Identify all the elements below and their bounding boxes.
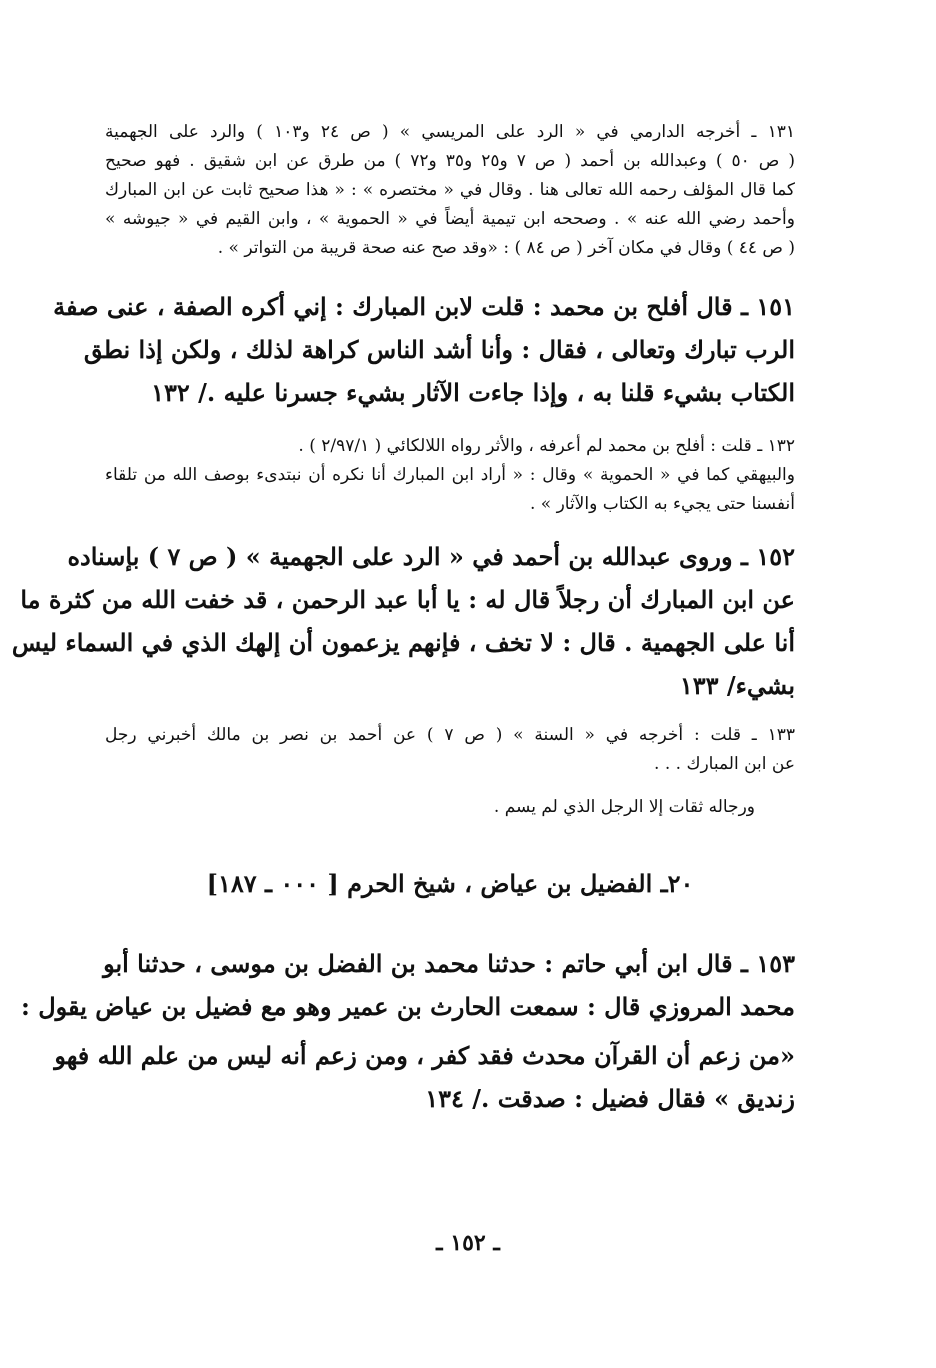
footnote-line: عن ابن المبارك . . . — [654, 754, 795, 774]
paragraph-line: الكتاب بشيء قلنا به ، وإذا جاءت الآثار بشيء جسرنا عليه ./ ١٣٢ — [151, 378, 795, 407]
paragraph-line: عن ابن المبارك أن رجلاً قال له : يا أبا عبد الرحمن ، قد خفت الله من كثرة ما — [20, 585, 795, 614]
footnote-line: ١٣٣ ـ قلت : أخرجه في « السنة » ( ص ٧ ) عن أحمد بن نصر بن مالك أخبرني رجل — [105, 725, 795, 745]
paragraph-153 — [21, 942, 795, 1028]
footnote-line: والبيهقي كما في « الحموية » وقال : « أراد ابن المبارك أنا نكره أن نبتدىء بوصف الله من تلقاء — [105, 465, 795, 485]
footnote-line: وأحمد رضي الله عنه » . وصححه ابن تيمية أيضاً في « الحموية » ، وابن القيم في « جيوشه » — [105, 209, 795, 229]
paragraph-152 — [11, 535, 795, 707]
paragraph-line: بشيء/ ١٣٣ — [679, 671, 795, 700]
paragraph-line: ١٥١ ـ قال أفلح بن محمد : قلت لابن المبارك : إني أكره الصفة ، عنى صفة — [53, 292, 795, 321]
paragraph-line: محمد المروزي قال : سمعت الحارث بن عمير وهو مع فضيل بن عياض يقول : — [21, 992, 795, 1021]
page-body — [11, 118, 795, 1120]
footnote-line: ( ص ٤٤ ) وقال في مكان آخر ( ص ٨٤ ) : «وقد صح عنه صحة قريبة من التواتر » . — [217, 238, 795, 258]
footnote-131 — [105, 118, 795, 263]
paragraph-151 — [53, 285, 795, 414]
section-heading: ٢٠ـ الفضيل بن عياض ، شيخ الحرم [ ٠٠٠ ـ ١٨٧] — [206, 869, 694, 898]
footnote-line: ورجاله ثقات إلا الرجل الذي لم يسم . — [493, 797, 755, 817]
quote-153 — [54, 1034, 795, 1120]
footnote-133 — [105, 721, 795, 779]
footnote-133-note — [105, 793, 795, 822]
footnote-132 — [105, 432, 795, 519]
paragraph-line: ١٥٢ ـ وروى عبدالله بن أحمد في « الرد على الجهمية » ( ص ٧ ) بإسناده — [67, 542, 795, 571]
quote-line: زنديق » فقال فضيل : صدقت ./ ١٣٤ — [425, 1084, 795, 1113]
footnote-line: ١٣٢ ـ قلت : أفلح بن محمد لم أعرفه ، والأثر رواه اللالكائي ( ٢/٩٧/١ ) . — [298, 436, 795, 456]
footnote-line: ( ص ٥٠ ) وعبدالله بن أحمد ( ص ٧ و٢٥ و٣٥ و٧٢ ) من طرق عن ابن شقيق . فهو صحيح — [105, 151, 795, 171]
page-number: ـ ١٥٢ ـ — [436, 1230, 500, 1256]
paragraph-line: الرب تبارك وتعالى ، فقال : وأنا أشد الناس كراهة لذلك ، ولكن إذا نطق — [83, 335, 795, 364]
paragraph-line: أنا على الجهمية . قال : لا تخف ، فإنهم يزعمون أن إلهك الذي في السماء ليس — [11, 628, 795, 657]
paragraph-line: ١٥٣ ـ قال ابن أبي حاتم : حدثنا محمد بن الفضل بن موسى ، حدثنا أبو — [103, 949, 795, 978]
footnote-line: كما قال المؤلف رحمه الله تعالى هنا . وقال في « مختصره » : « هذا صحيح ثابت عن ابن المبارك — [105, 180, 795, 200]
footnote-line: أنفسنا حتى يجيء به الكتاب والآثار » . — [529, 494, 795, 514]
footnote-line: ١٣١ ـ أخرجه الدارمي في « الرد على المريسي » ( ص ٢٤ و١٠٣ ) والرد على الجهمية — [105, 122, 795, 142]
quote-line: «من زعم أن القرآن محدث فقد كفر ، ومن زعم أنه ليس من علم الله فهو — [54, 1041, 795, 1070]
